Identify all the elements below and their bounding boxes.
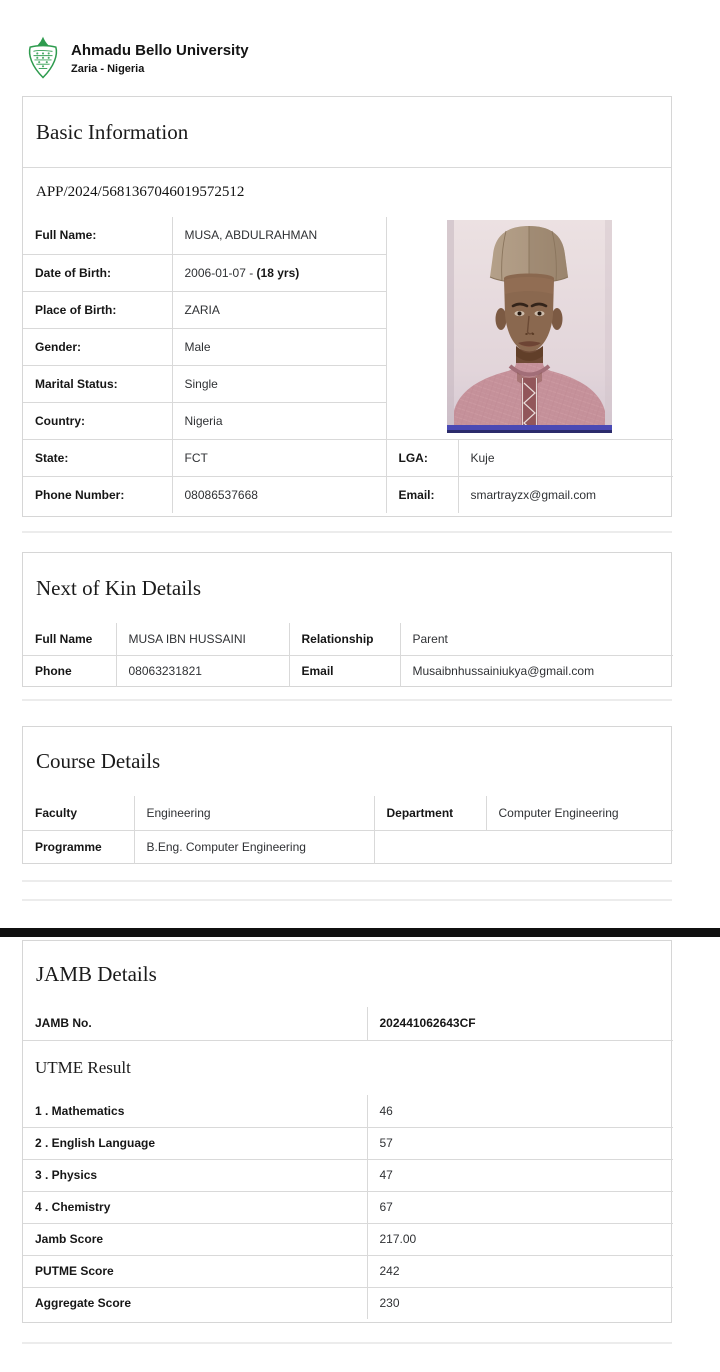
field-value: ZARIA: [172, 291, 386, 328]
subject-label: 4 . Chemistry: [23, 1191, 367, 1223]
score-label: Jamb Score: [23, 1223, 367, 1255]
field-value: B.Eng. Computer Engineering: [134, 830, 374, 864]
section-divider: [22, 880, 672, 882]
score-label: PUTME Score: [23, 1255, 367, 1287]
table-row: [23, 1287, 673, 1319]
field-label: Place of Birth:: [23, 291, 172, 328]
field-label: Faculty: [23, 796, 134, 830]
subject-score: 67: [367, 1191, 673, 1223]
field-label: Gender:: [23, 328, 172, 365]
table-row: [23, 1127, 673, 1159]
dob-value: 2006-01-07 -: [184, 265, 257, 280]
photo-cell: [386, 217, 673, 439]
field-value: Parent: [400, 623, 673, 655]
score-value: 217.00: [367, 1223, 673, 1255]
table-row: [23, 1007, 673, 1040]
dob-age: (18 yrs): [256, 265, 300, 280]
table-row: [23, 1159, 673, 1191]
section-divider: [22, 531, 672, 533]
field-value: FCT: [172, 439, 386, 476]
field-value: MUSA IBN HUSSAINI: [116, 623, 289, 655]
section-divider: [22, 899, 672, 901]
utme-result-table: [23, 1095, 673, 1319]
subject-label: 3 . Physics: [23, 1159, 367, 1191]
field-value: Computer Engineering: [486, 796, 673, 830]
field-label: Relationship: [289, 623, 400, 655]
score-label: Aggregate Score: [23, 1287, 367, 1319]
table-row: [23, 1095, 673, 1127]
subject-label: 1 . Mathematics: [23, 1095, 367, 1127]
table-row: [23, 655, 673, 687]
next-of-kin-section: [22, 552, 672, 687]
subject-score: 46: [367, 1095, 673, 1127]
score-value: 242: [367, 1255, 673, 1287]
table-row: [23, 476, 673, 513]
basic-information-table: [23, 217, 673, 513]
section-divider: [22, 699, 672, 701]
jamb-number-value: 202441062643CF: [367, 1007, 673, 1040]
section-title-jamb-details: JAMB Details: [36, 961, 157, 986]
table-row: [23, 1040, 673, 1095]
field-label: Email:: [386, 476, 458, 513]
field-value: 08063231821: [116, 655, 289, 687]
university-brand: [24, 36, 249, 81]
section-title-basic-information: Basic Information: [36, 119, 189, 144]
field-value: Kuje: [458, 439, 673, 476]
application-number: APP/2024/5681367046019572512: [23, 167, 671, 217]
table-row: [23, 1223, 673, 1255]
section-title-next-of-kin: Next of Kin Details: [36, 575, 202, 600]
section-divider: [22, 1342, 672, 1344]
field-label: Department: [374, 796, 486, 830]
table-row: [23, 439, 673, 476]
subject-score: 47: [367, 1159, 673, 1191]
field-label: State:: [23, 439, 172, 476]
table-row: [23, 1255, 673, 1287]
field-label: Full Name:: [23, 217, 172, 254]
field-label: JAMB No.: [23, 1007, 367, 1040]
field-value: [172, 254, 386, 291]
applicant-photo: [447, 220, 612, 433]
field-label: Phone Number:: [23, 476, 172, 513]
field-label: LGA:: [386, 439, 458, 476]
section-title-course-details: Course Details: [36, 749, 161, 773]
score-value: 230: [367, 1287, 673, 1319]
field-label: Programme: [23, 830, 134, 864]
subject-label: 2 . English Language: [23, 1127, 367, 1159]
university-location: Zaria - Nigeria: [71, 62, 145, 75]
field-value: Engineering: [134, 796, 374, 830]
email-value: Musaibnhussainiukya@gmail.com: [400, 655, 673, 687]
field-label: Country:: [23, 402, 172, 439]
table-row: [23, 1191, 673, 1223]
course-details-table: [23, 796, 673, 864]
page-break-bar: [0, 928, 720, 937]
utme-result-heading: UTME Result: [23, 1040, 673, 1095]
table-row: [23, 623, 673, 655]
subject-score: 57: [367, 1127, 673, 1159]
university-crest-icon: [24, 36, 62, 81]
field-value: Single: [172, 365, 386, 402]
jamb-number-table: [23, 1007, 673, 1095]
next-of-kin-table: [23, 623, 673, 687]
university-name: Ahmadu Bello University: [71, 42, 249, 60]
field-value: 08086537668: [172, 476, 386, 513]
field-value: Nigeria: [172, 402, 386, 439]
email-value: smartrayzx@gmail.com: [458, 476, 673, 513]
table-row: [23, 217, 673, 254]
field-label: Phone: [23, 655, 116, 687]
field-label: Full Name: [23, 623, 116, 655]
field-label: Date of Birth:: [23, 254, 172, 291]
field-label: Email: [289, 655, 400, 687]
table-row: [23, 796, 673, 830]
jamb-details-section: [22, 940, 672, 1323]
empty-cell: [374, 830, 673, 864]
field-label: Marital Status:: [23, 365, 172, 402]
field-value: Male: [172, 328, 386, 365]
field-value: MUSA, ABDULRAHMAN: [172, 217, 386, 254]
table-row: [23, 830, 673, 864]
basic-information-section: [22, 96, 672, 517]
course-details-section: [22, 726, 672, 864]
